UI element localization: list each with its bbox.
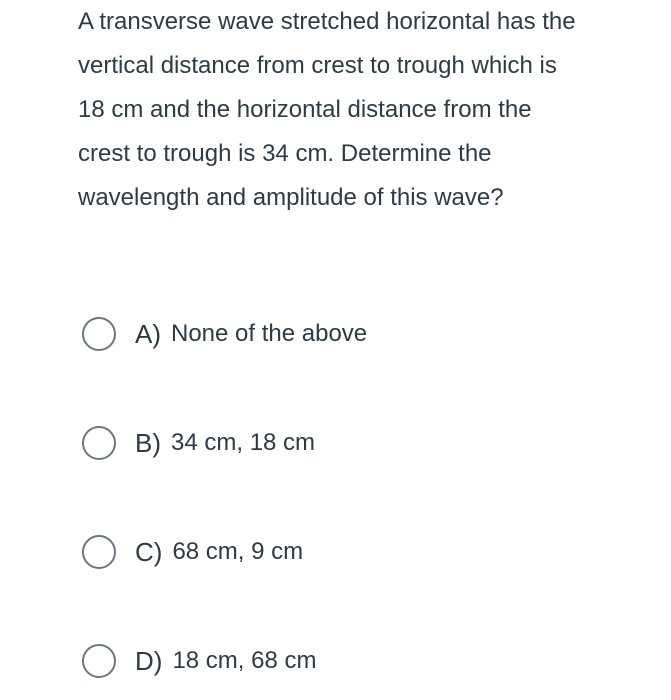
- radio-unchecked-icon[interactable]: [82, 535, 116, 569]
- option-label[interactable]: 34 cm, 18 cm: [171, 429, 316, 456]
- option-label[interactable]: 68 cm, 9 cm: [172, 538, 304, 565]
- answer-option-a[interactable]: [82, 314, 367, 354]
- question-text: [78, 0, 653, 220]
- option-letter: A): [135, 318, 161, 349]
- question-line: wavelength and amplitude of this wave?: [78, 184, 504, 211]
- question-line: A transverse wave stretched horizontal has the: [78, 8, 576, 35]
- radio-unchecked-icon[interactable]: [82, 317, 116, 351]
- answer-option-b[interactable]: [82, 423, 315, 463]
- option-letter: C): [135, 536, 163, 567]
- question-line: 18 cm and the horizontal distance from the: [78, 96, 532, 123]
- radio-unchecked-icon[interactable]: [82, 426, 116, 460]
- question-line: crest to trough is 34 cm. Determine the: [78, 140, 492, 167]
- answer-option-d[interactable]: [82, 641, 316, 681]
- question-line: vertical distance from crest to trough which is: [78, 52, 557, 79]
- answer-option-c[interactable]: [82, 532, 303, 572]
- option-label[interactable]: None of the above: [171, 320, 368, 347]
- option-label[interactable]: 18 cm, 68 cm: [172, 647, 317, 674]
- option-letter: B): [135, 427, 161, 458]
- option-letter: D): [135, 645, 163, 676]
- radio-unchecked-icon[interactable]: [82, 644, 116, 678]
